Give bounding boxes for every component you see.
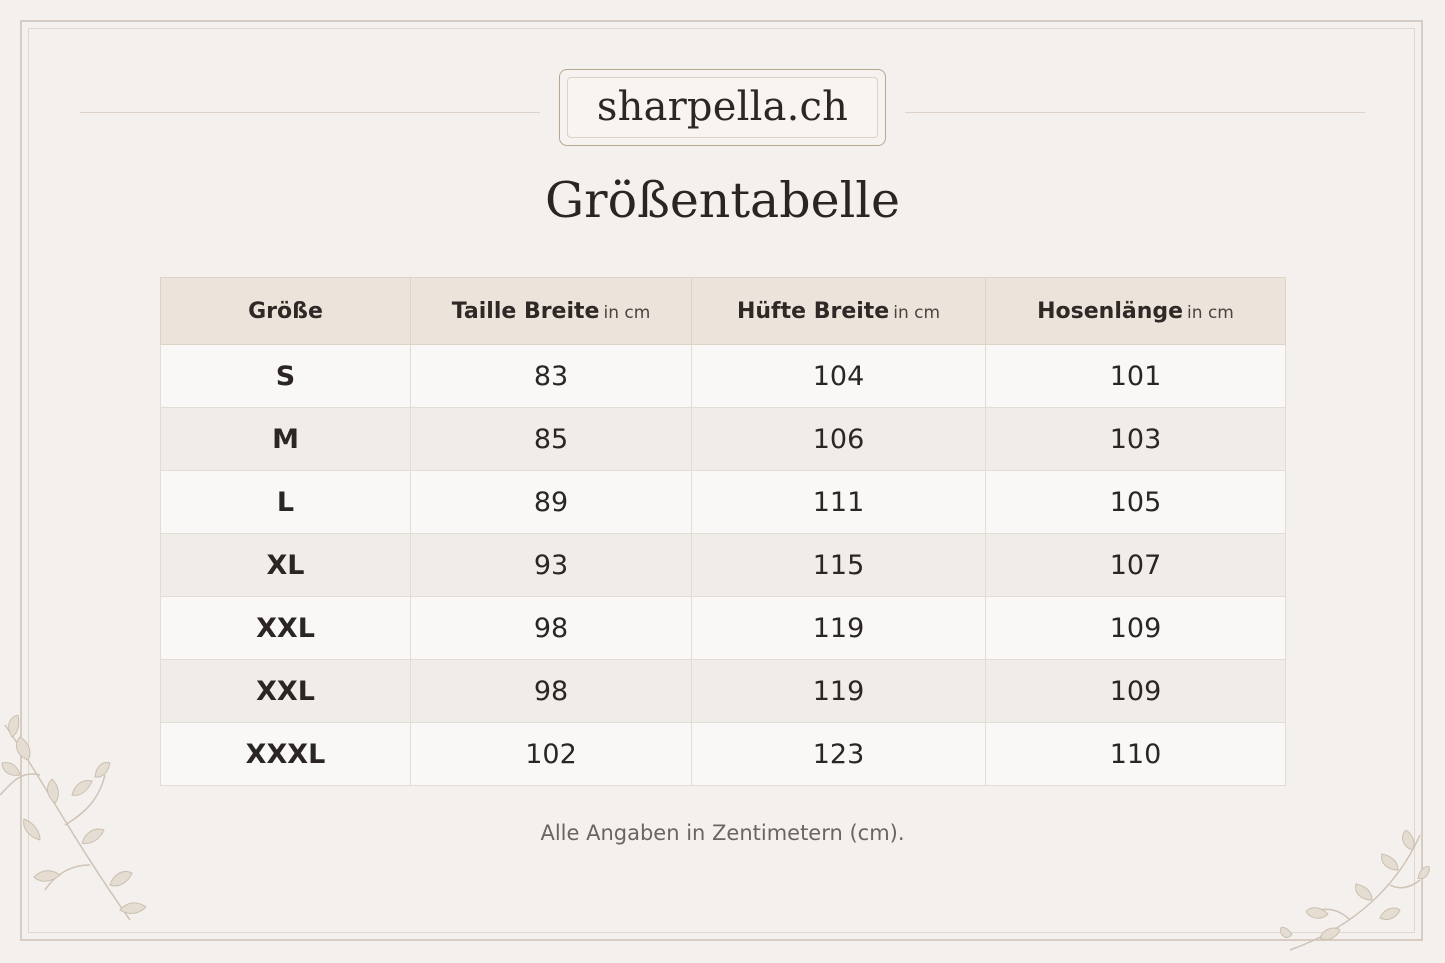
hip-cell: 104 [692,345,986,408]
waist-cell: 85 [411,408,692,471]
header-rule-left [80,112,540,113]
size-cell: M [161,408,411,471]
hip-cell: 119 [692,597,986,660]
hip-cell: 106 [692,408,986,471]
table-row [161,597,1286,660]
size-cell: XL [161,534,411,597]
size-cell: XXL [161,660,411,723]
header-rule-right [905,112,1365,113]
inseam-cell: 109 [986,597,1286,660]
waist-cell: 98 [411,660,692,723]
table-row [161,408,1286,471]
header-unit: in cm [1187,302,1234,323]
waist-cell: 83 [411,345,692,408]
inseam-cell: 107 [986,534,1286,597]
inseam-cell: 110 [986,723,1286,786]
table-row [161,723,1286,786]
inseam-cell: 101 [986,345,1286,408]
inseam-cell: 109 [986,660,1286,723]
table-row [161,660,1286,723]
page-title: Größentabelle [545,172,900,229]
table-row [161,471,1286,534]
size-table [160,277,1286,786]
waist-cell: 93 [411,534,692,597]
logo-badge [559,69,886,146]
header-label: Hüfte Breite [736,298,890,324]
table-row [161,345,1286,408]
header-unit: in cm [603,302,651,323]
header-label: Taille Breite [451,298,600,324]
leaf-branch-icon [0,715,160,935]
header-size [161,278,411,345]
header-label: Größe [248,298,323,324]
leaf-branch-icon [1280,830,1430,955]
logo-text: sharpella.ch [596,84,849,130]
table-row [161,534,1286,597]
inseam-cell: 103 [986,408,1286,471]
hip-cell: 111 [692,471,986,534]
inseam-cell: 105 [986,471,1286,534]
header-inseam [986,278,1286,345]
footnote: Alle Angaben in Zentimetern (cm). [540,821,905,845]
size-cell: S [161,345,411,408]
hip-cell: 123 [692,723,986,786]
hip-cell: 115 [692,534,986,597]
header-unit: in cm [893,302,941,323]
table-header-row [161,278,1286,345]
hip-cell: 119 [692,660,986,723]
size-cell: XXXL [161,723,411,786]
header-label: Hosenlänge [1037,298,1184,324]
waist-cell: 98 [411,597,692,660]
header-waist [411,278,692,345]
waist-cell: 102 [411,723,692,786]
size-cell: L [161,471,411,534]
header-hip [692,278,986,345]
size-cell: XXL [161,597,411,660]
waist-cell: 89 [411,471,692,534]
